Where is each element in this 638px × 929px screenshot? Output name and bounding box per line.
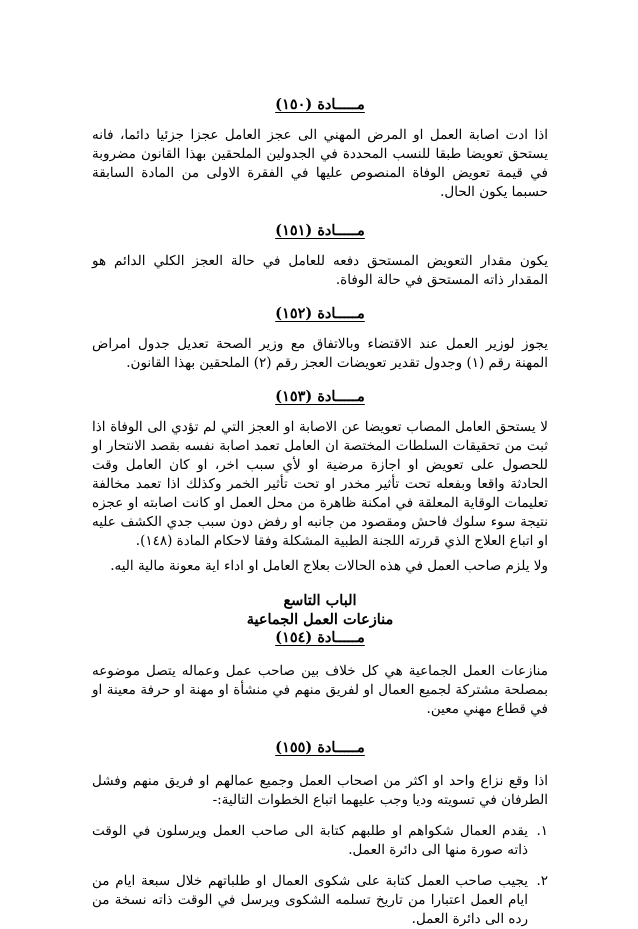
article-154-text: منازعات العمل الجماعية هي كل خلاف بين صاحب عمل وعماله يتصل موضوعه بمصلحة مشتركة لجميع العمال او لفريق منهم في منشأة او مهنة او حرفة معينة او في قطاع مهني معين. xyxy=(92,663,548,717)
list-item-number: ١. xyxy=(536,823,548,839)
list-item xyxy=(92,872,548,929)
article-153-text: لا يستحق العامل المصاب تعويضا عن الاصابة او العجز التي لم تؤدي الى الوفاة اذا ثبت من تحقيقات السلطات المختصة ان العامل تعمد اصابة نفسه بقصد الانتحار او للحصول على تعويض او اجازة مرضية او لأي سبب اخر، او كان العامل وقت الحادثة واقعا وبفعله تحت تأثير مخدر او تحت تأثير الخمر وكذلك اذا تعمد مخالفة تعليمات الوقاية المعلقة في امكنة ظاهرة من محل العمل او كانت اصابته او عجزه نتيجة سوء سلوك فاحش ومقصود من جانبه او رفض دون سبب جدي الكشف عليه او اتباع العلاج الذي قررته اللجنة الطبية المشكلة وفقا لاحكام المادة (١٤٨). xyxy=(92,419,548,549)
article-153-text-2: ولا يلزم صاحب العمل في هذه الحالات بعلاج العامل او اداء اية معونة مالية اليه. xyxy=(110,558,548,574)
article-152-text: يجوز لوزير العمل عند الاقتضاء وبالاتفاق مع وزير الصحة تعديل جدول امراض المهنة رقم (١) وجدول تقدير تعويضات العجز رقم (٢) الملحقين بهذا القانون. xyxy=(92,336,548,371)
article-154-heading: مـــــادة (١٥٤) xyxy=(275,629,365,646)
article-151-heading: مـــــادة (١٥١) xyxy=(275,222,365,239)
list-item-text: يجيب صاحب العمل كتابة على شكوى العمال او طلباتهم خلال سبعة ايام من ايام العمل اعتبارا من تاريخ تسلمه الشكوى ويرسل في الوقت ذاته نسخة من رده الى دائرة العمل. xyxy=(92,873,528,927)
article-153-heading: مـــــادة (١٥٣) xyxy=(275,388,365,405)
list-item-number: ٢. xyxy=(536,873,548,889)
article-155-text: اذا وقع نزاع واحد او اكثر من اصحاب العمل وجميع عمالهم او فريق منهم وفشل الطرفان في تسويته وديا وجب عليهما اتباع الخطوات التالية:- xyxy=(92,773,548,808)
chapter-number: الباب التاسع xyxy=(283,592,357,609)
article-151-text: يكون مقدار التعويض المستحق دفعه للعامل في حالة العجز الكلي الدائم هو المقدار ذاته المستحق في حالة الوفاة. xyxy=(92,253,548,288)
article-152-heading: مـــــادة (١٥٢) xyxy=(275,305,365,322)
article-155-heading: مـــــادة (١٥٥) xyxy=(275,739,365,756)
article-150-text: اذا ادت اصابة العمل او المرض المهني الى عجز العامل عجزا جزئيا دائما، فانه يستحق تعويضا طبقا للنسب المحددة في الجدولين الملحقين بهذا القانون مضروبة في قيمة تعويض الوفاة المنصوص عليها في الفقرة الاولى من المادة السابقة حسبما يكون الحال. xyxy=(92,127,548,200)
chapter-title: منازعات العمل الجماعية xyxy=(246,611,394,628)
list-item-text: يقدم العمال شكواهم او طلبهم كتابة الى صاحب العمل ويرسلون في الوقت ذاته صورة منها الى دائرة العمل. xyxy=(92,823,528,858)
article-155-list xyxy=(92,822,548,929)
list-item xyxy=(92,822,548,860)
article-150-heading: مـــــادة (١٥٠) xyxy=(275,96,365,113)
